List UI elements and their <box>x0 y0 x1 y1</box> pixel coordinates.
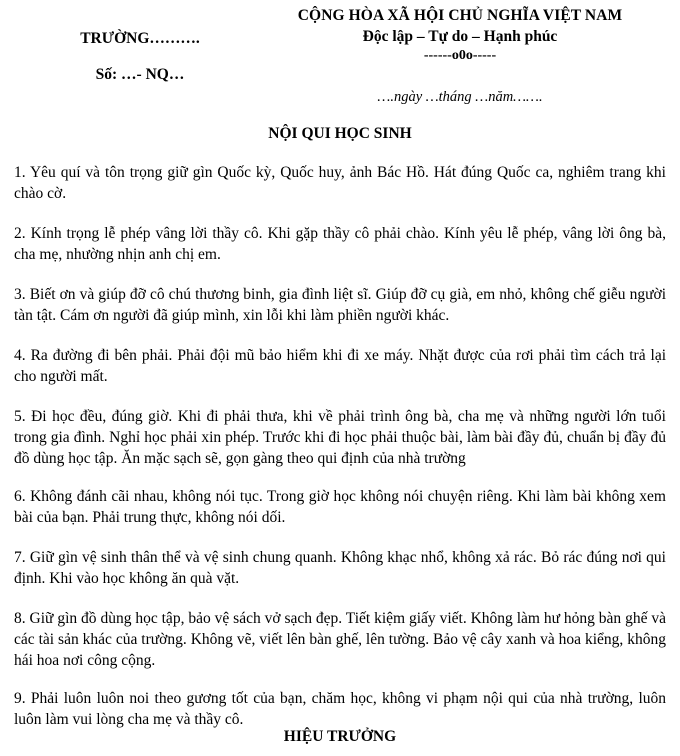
document-title: NỘI QUI HỌC SINH <box>268 125 412 142</box>
rule-item-5: 5. Đi học đều, đúng giờ. Khi đi phải thưa, khi về phải trình ông bà, cha mẹ và những người lớn tuổi trong gia đình. Nghỉ học phải xin phép. Trước khi đi học phải thuộc bài, làm bài đầy đủ, chuẩn bị đầy đủ đồ dùng học tập. Ăn mặc sạch sẽ, gọn gàng theo qui định của nhà trường <box>14 408 666 467</box>
rule-item-1: 1. Yêu quí và tôn trọng giữ gìn Quốc kỳ, Quốc huy, ảnh Bác Hồ. Hát đúng Quốc ca, nghiêm trang khi chào cờ. <box>14 164 666 202</box>
rule-item-8: 8. Giữ gìn đồ dùng học tập, bảo vệ sách vở sạch đẹp. Tiết kiệm giấy viết. Không làm hư hỏng bàn ghế và các tài sản khác của trường. Không vẽ, viết lên bàn ghế, lên tường. Bảo vệ cây xanh và hoa kiểng, không hái hoa nơi công cộng. <box>14 610 666 669</box>
signature-title: HIỆU TRƯỞNG <box>283 728 397 745</box>
national-motto: Độc lập – Tự do – Hạnh phúc <box>362 28 558 45</box>
header-divider: ------o0o----- <box>423 48 497 63</box>
document-number: Số: …- NQ… <box>95 66 185 83</box>
rule-item-9: 9. Phải luôn luôn noi theo gương tốt của bạn, chăm học, không vi phạm nội qui của nhà trường, luôn luôn làm vui lòng cha mẹ và thầy cô. <box>14 690 666 728</box>
document-header <box>0 0 680 110</box>
rule-item-7: 7. Giữ gìn vệ sinh thân thể và vệ sinh chung quanh. Không khạc nhổ, không xả rác. Bỏ rác đúng nơi qui định. Khi vào học không ăn quà vặt. <box>14 549 666 587</box>
rule-item-2: 2. Kính trọng lễ phép vâng lời thầy cô. Khi gặp thầy cô phải chào. Kính yêu lễ phép, vâng lời ông bà, cha mẹ, nhường nhịn anh chị em. <box>14 225 666 263</box>
school-name: TRƯỜNG………. <box>80 30 200 47</box>
rule-item-4: 4. Ra đường đi bên phải. Phải đội mũ bảo hiểm khi đi xe máy. Nhặt được của rơi phải tìm cách trả lại cho người mất. <box>14 347 666 385</box>
nation-name: CỘNG HÒA XÃ HỘI CHỦ NGHĨA VIỆT NAM <box>297 7 623 24</box>
rules-list <box>14 162 666 749</box>
issue-date: ….ngày …tháng …năm……. <box>377 89 543 105</box>
rule-item-6: 6. Không đánh cãi nhau, không nói tục. Trong giờ học không nói chuyện riêng. Khi làm bài không xem bài của bạn. Phải trung thực, không nói dối. <box>14 488 666 526</box>
rule-item-3: 3. Biết ơn và giúp đỡ cô chú thương binh, gia đình liệt sĩ. Giúp đỡ cụ già, em nhỏ, không chế giễu người tàn tật. Cám ơn người đã giúp mình, xin lỗi khi làm phiền người khác. <box>14 286 666 324</box>
